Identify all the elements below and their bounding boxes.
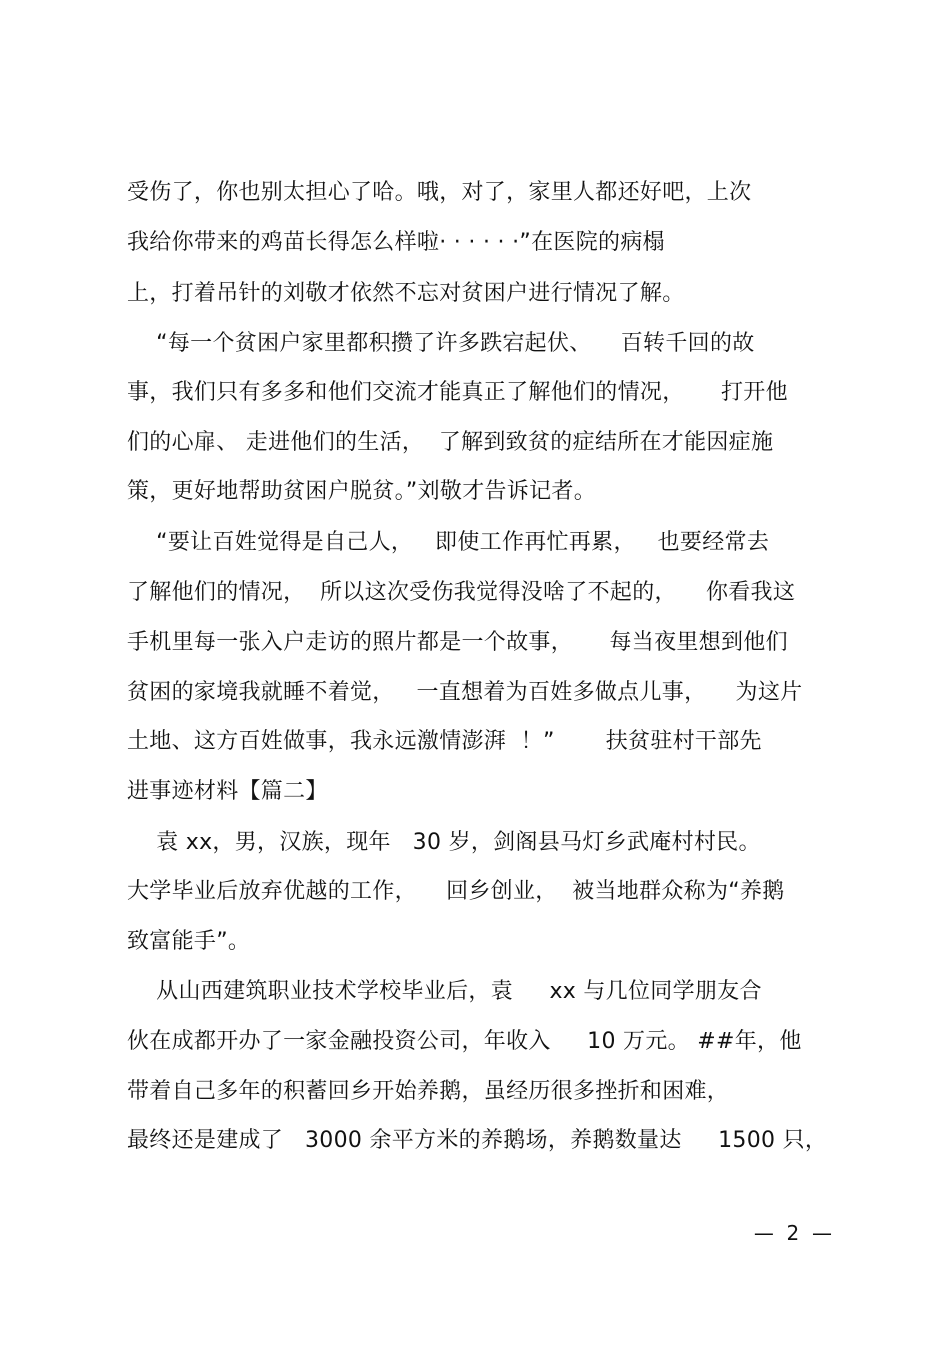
text-line: 上，打着吊针的刘敬才依然不忘对贫困户进行情况了解。 <box>127 281 685 306</box>
text-line: 贫困的家境我就睡不着觉， 一直想着为百姓多做点儿事， 为这片 <box>127 680 803 705</box>
text-line: 事，我们只有多多和他们交流才能真正了解他们的情况， 打开他 <box>127 380 788 405</box>
text-line: 们的心扉、 走进他们的生活， 了解到致贫的症结所在才能因症施 <box>127 430 774 455</box>
text-line: 最终还是建成了 3000 余平方米的养鹅场，养鹅数量达 1500 只， <box>127 1128 828 1153</box>
text-line: 袁 xx，男，汉族，现年 30 岁，剑阁县马灯乡武庵村村民。 <box>127 830 761 855</box>
text-line: 致富能手”。 <box>127 929 251 954</box>
text-line: 进事迹材料【篇二】 <box>127 779 328 804</box>
text-line: “要让百姓觉得是自己人， 即使工作再忙再累， 也要经常去 <box>127 530 770 555</box>
text-line: “每一个贫困户家里都积攒了许多跌宕起伏、 百转千回的故 <box>127 331 755 356</box>
text-line: 手机里每一张入户走访的照片都是一个故事， 每当夜里想到他们 <box>127 630 788 655</box>
text-line: 土地、这方百姓做事，我永远激情澎湃 ！” 扶贫驻村干部先 <box>127 729 762 754</box>
text-line: 带着自己多年的积蓄回乡开始养鹅，虽经历很多挫折和困难， <box>127 1079 730 1104</box>
text-line: 从山西建筑职业技术学校毕业后，袁 xx 与几位同学朋友合 <box>127 979 762 1004</box>
text-line: 我给你带来的鸡苗长得怎么样啦· · · · · ·”在医院的病榻 <box>127 230 665 255</box>
text-line: 策，更好地帮助贫困户脱贫。”刘敬才告诉记者。 <box>127 479 596 504</box>
text-line: 了解他们的情况， 所以这次受伤我觉得没啥了不起的， 你看我这 <box>127 580 796 605</box>
text-line: 大学毕业后放弃优越的工作， 回乡创业， 被当地群众称为“养鹅 <box>127 879 785 904</box>
text-line: 伙在成都开办了一家金融投资公司，年收入 10 万元。 ##年，他 <box>127 1029 802 1054</box>
page-number: — 2 — <box>753 1221 832 1245</box>
text-line: 受伤了，你也别太担心了哈。哦，对了，家里人都还好吧，上次 <box>127 180 752 205</box>
